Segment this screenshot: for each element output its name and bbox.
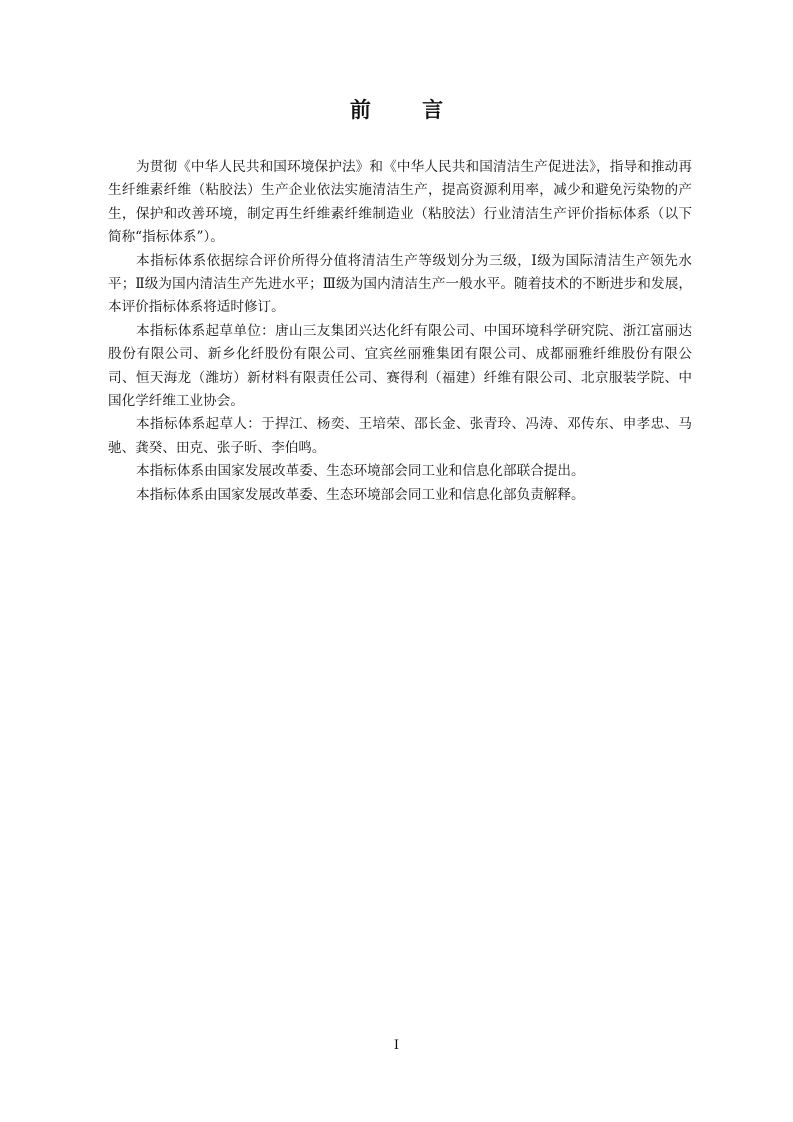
paragraph-drafters: 本指标体系起草人：于捍江、杨奕、王培荣、邵长金、张青玲、冯涛、邓传东、申孝忠、马驰、龚癸、田克、张子昕、李伯鸣。: [108, 416, 692, 456]
page-title: 前 言: [349, 97, 466, 122]
document-body: [108, 156, 692, 507]
paragraph-interpreted-by: 本指标体系由国家发展改革委、生态环境部会同工业和信息化部负责解释。: [136, 486, 585, 503]
paragraph-levels: 本指标体系依据综合评价所得分值将清洁生产等级划分为三级，Ⅰ级为国际清洁生产领先水平；Ⅱ级为国内清洁生产先进水平；Ⅲ级为国内清洁生产一般水平。随着技术的不断进步和发展，本评价指标体系将适时修订。: [108, 252, 692, 316]
paragraph-proposed-by: 本指标体系由国家发展改革委、生态环境部会同工业和信息化部联合提出。: [136, 463, 585, 480]
page-number: I: [393, 1038, 400, 1053]
paragraph-purpose: 为贯彻《中华人民共和国环境保护法》和《中华人民共和国清洁生产促进法》，指导和推动再生纤维素纤维（粘胶法）生产企业依法实施清洁生产，提高资源利用率，减少和避免污染物的产生，保护和改善环境，制定再生纤维素纤维制造业（粘胶法）行业清洁生产评价指标体系（以下简称“指标体系”）。: [108, 159, 692, 246]
paragraph-drafting-units: 本指标体系起草单位：唐山三友集团兴达化纤有限公司、中国环境科学研究院、浙江富丽达股份有限公司、新乡化纤股份有限公司、宜宾丝丽雅集团有限公司、成都丽雅纤维股份有限公司、恒天海龙（潍坊）新材料有限责任公司、赛得利（福建）纤维有限公司、北京服装学院、中国化学纤维工业协会。: [108, 322, 692, 410]
